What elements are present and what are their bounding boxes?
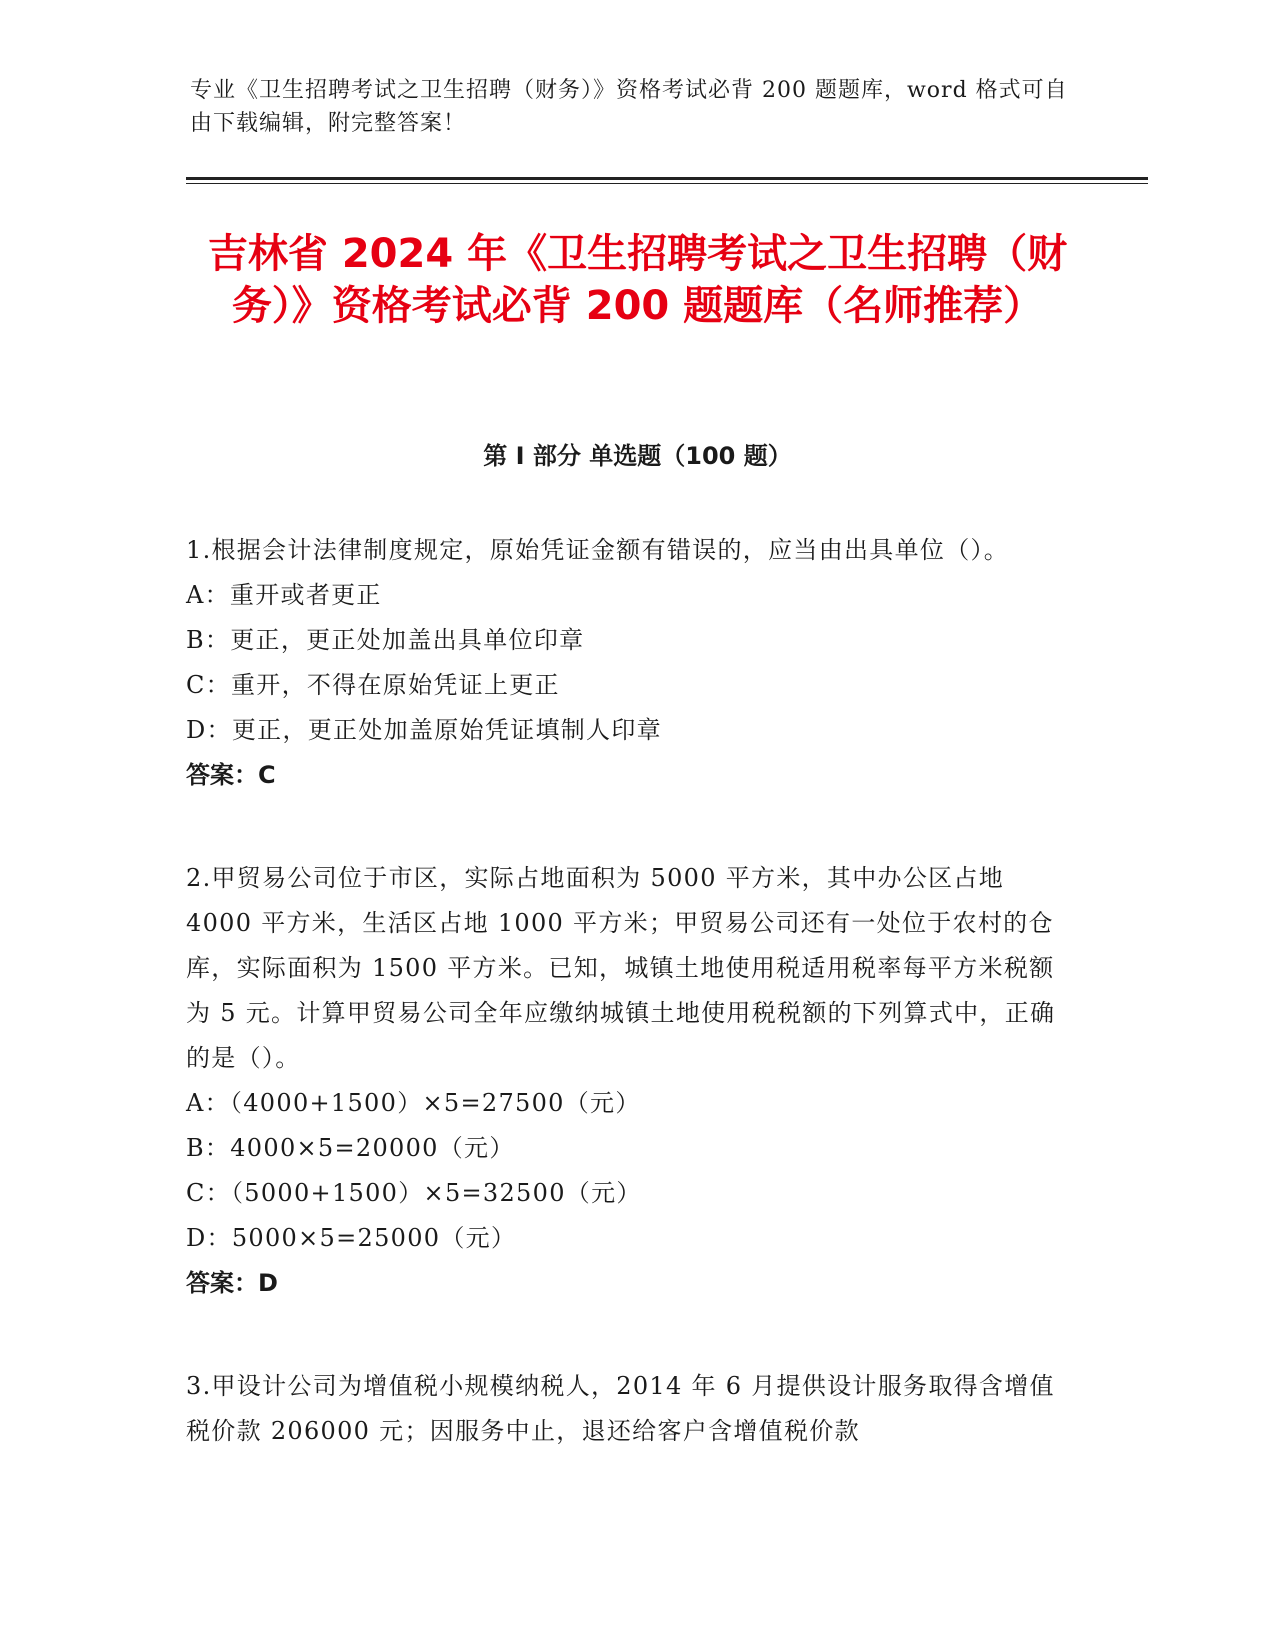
option-b: B：4000×5=20000（元） <box>186 1134 515 1162</box>
question-stem: 3.甲设计公司为增值税小规模纳税人，2014 年 6 月提供设计服务取得含增值税价款 206000 元；因服务中止，退还给客户含增值税价款 <box>186 1372 1055 1445</box>
question-stem: 2.甲贸易公司位于市区，实际占地面积为 5000 平方米，其中办公区占地 4000 平方米，生活区占地 1000 平方米；甲贸易公司还有一处位于农村的仓库，实际面积为 1500 平方米。已知，城镇土地使用税适用税率每平方米税额为 5 元。计算甲贸易公司全年应缴纳城镇土地使用税税额的下列算式中，正确的是（）。 <box>186 864 1056 1072</box>
option-a: A：重开或者更正 <box>186 581 382 609</box>
option-d: D：更正，更正处加盖原始凭证填制人印章 <box>186 716 662 744</box>
option-c: C：（5000+1500）×5=32500（元） <box>186 1179 642 1207</box>
question-1 <box>186 528 1071 798</box>
section-title: 第 I 部分 单选题（100 题） <box>483 442 792 470</box>
option-b: B：更正，更正处加盖出具单位印章 <box>186 626 585 654</box>
header-divider <box>186 177 1148 180</box>
answer: 答案：D <box>186 1269 278 1297</box>
document-title: 吉林省 2024 年《卫生招聘考试之卫生招聘（财务）》资格考试必背 200 题题库（名师推荐） <box>207 231 1068 329</box>
option-list <box>186 1081 1071 1261</box>
option-list <box>186 573 1071 753</box>
question-3 <box>186 1364 1071 1454</box>
question-2 <box>186 856 1071 1306</box>
option-d: D：5000×5=25000（元） <box>186 1224 517 1252</box>
answer: 答案：C <box>186 761 276 789</box>
question-list <box>186 528 1071 1512</box>
option-a: A：（4000+1500）×5=27500（元） <box>186 1089 641 1117</box>
header-divider-thin <box>186 183 1148 184</box>
option-c: C：重开，不得在原始凭证上更正 <box>186 671 560 699</box>
question-stem: 1.根据会计法律制度规定，原始凭证金额有错误的，应当由出具单位（）。 <box>186 536 1010 564</box>
header-note: 专业《卫生招聘考试之卫生招聘（财务）》资格考试必背 200 题题库，word 格式可自由下载编辑，附完整答案！ <box>190 78 1068 136</box>
